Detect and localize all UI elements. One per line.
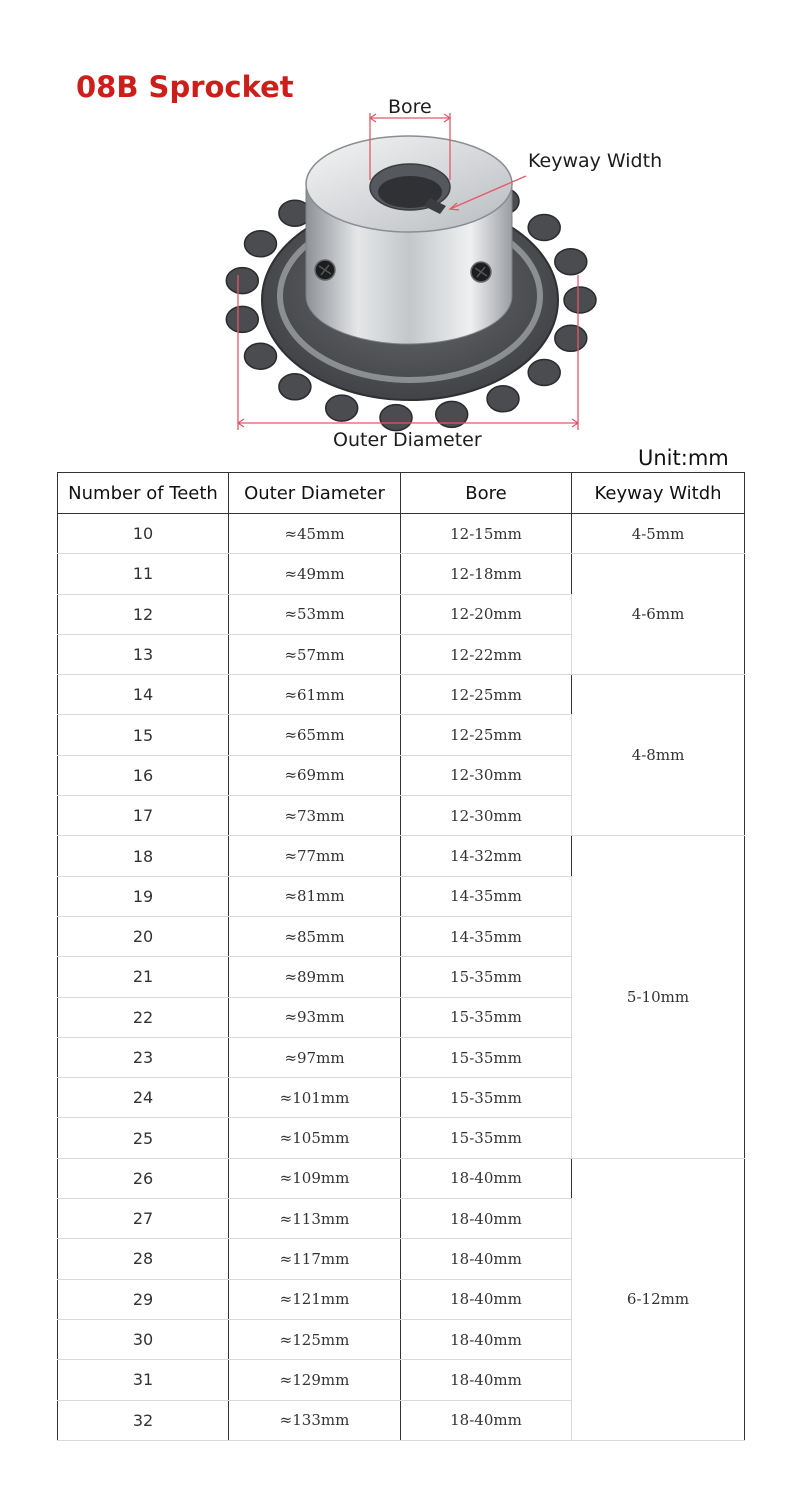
teeth-cell: 28	[58, 1239, 229, 1279]
sprocket-tooth	[226, 268, 258, 294]
teeth-cell: 17	[58, 796, 229, 836]
header-keyway-width: Keyway Witdh	[572, 473, 745, 514]
keyway-width-cell: 4-8mm	[572, 675, 745, 836]
bore-cell: 12-22mm	[401, 634, 572, 674]
teeth-cell: 18	[58, 836, 229, 876]
sprocket-tooth	[528, 215, 560, 241]
teeth-cell: 10	[58, 514, 229, 554]
teeth-cell: 31	[58, 1360, 229, 1400]
teeth-cell: 24	[58, 1078, 229, 1118]
bore-cell: 15-35mm	[401, 1118, 572, 1158]
outer-diameter-cell: ≈121mm	[229, 1279, 401, 1319]
teeth-cell: 13	[58, 634, 229, 674]
sprocket-tooth	[226, 306, 258, 332]
teeth-cell: 21	[58, 957, 229, 997]
outer-diameter-cell: ≈129mm	[229, 1360, 401, 1400]
bore-cell: 18-40mm	[401, 1239, 572, 1279]
outer-diameter-cell: ≈93mm	[229, 997, 401, 1037]
table-row	[58, 836, 745, 876]
teeth-cell: 16	[58, 755, 229, 795]
outer-diameter-cell: ≈113mm	[229, 1199, 401, 1239]
bore-cell: 12-25mm	[401, 675, 572, 715]
outer-diameter-label: Outer Diameter	[333, 429, 482, 451]
outer-diameter-cell: ≈69mm	[229, 755, 401, 795]
table-row	[58, 514, 745, 554]
teeth-cell: 25	[58, 1118, 229, 1158]
sprocket-tooth	[487, 386, 519, 412]
table-row	[58, 1158, 745, 1198]
teeth-cell: 26	[58, 1158, 229, 1198]
outer-diameter-cell: ≈49mm	[229, 554, 401, 594]
header-outer-diameter: Outer Diameter	[229, 473, 401, 514]
header-number-of-teeth: Number of Teeth	[58, 473, 229, 514]
table-header-row	[58, 473, 745, 514]
bore-cell: 12-25mm	[401, 715, 572, 755]
outer-diameter-cell: ≈101mm	[229, 1078, 401, 1118]
teeth-cell: 15	[58, 715, 229, 755]
bore-cell: 18-40mm	[401, 1319, 572, 1359]
bore-cell: 15-35mm	[401, 957, 572, 997]
bore-cell: 12-30mm	[401, 796, 572, 836]
outer-diameter-cell: ≈53mm	[229, 594, 401, 634]
outer-diameter-cell: ≈73mm	[229, 796, 401, 836]
teeth-cell: 27	[58, 1199, 229, 1239]
outer-diameter-cell: ≈57mm	[229, 634, 401, 674]
outer-diameter-cell: ≈97mm	[229, 1037, 401, 1077]
bore-cell: 14-35mm	[401, 876, 572, 916]
keyway-width-cell: 4-6mm	[572, 554, 745, 675]
sprocket-tooth	[380, 405, 412, 431]
page-title: 08B Sprocket	[76, 70, 294, 104]
keyway-width-cell: 5-10mm	[572, 836, 745, 1158]
outer-diameter-cell: ≈45mm	[229, 514, 401, 554]
sprocket-tooth	[245, 343, 277, 369]
bore-cell: 15-35mm	[401, 1078, 572, 1118]
teeth-cell: 30	[58, 1319, 229, 1359]
sprocket-tooth	[555, 249, 587, 275]
outer-diameter-cell: ≈133mm	[229, 1400, 401, 1440]
teeth-cell: 23	[58, 1037, 229, 1077]
teeth-cell: 22	[58, 997, 229, 1037]
outer-diameter-cell: ≈77mm	[229, 836, 401, 876]
outer-diameter-cell: ≈125mm	[229, 1319, 401, 1359]
outer-diameter-cell: ≈89mm	[229, 957, 401, 997]
sprocket-tooth	[528, 360, 560, 386]
unit-label: Unit:mm	[638, 446, 729, 470]
teeth-cell: 12	[58, 594, 229, 634]
outer-diameter-cell: ≈117mm	[229, 1239, 401, 1279]
outer-diameter-cell: ≈81mm	[229, 876, 401, 916]
table-row	[58, 554, 745, 594]
bore-cell: 12-30mm	[401, 755, 572, 795]
teeth-cell: 20	[58, 916, 229, 956]
bore-cell: 15-35mm	[401, 997, 572, 1037]
teeth-cell: 29	[58, 1279, 229, 1319]
teeth-cell: 32	[58, 1400, 229, 1440]
teeth-cell: 11	[58, 554, 229, 594]
bore-cell: 14-32mm	[401, 836, 572, 876]
header-bore: Bore	[401, 473, 572, 514]
bore-cell: 12-20mm	[401, 594, 572, 634]
outer-diameter-cell: ≈61mm	[229, 675, 401, 715]
sprocket-tooth	[326, 395, 358, 421]
bore-label: Bore	[388, 96, 432, 118]
bore-cell: 14-35mm	[401, 916, 572, 956]
outer-diameter-cell: ≈85mm	[229, 916, 401, 956]
bore-cell: 18-40mm	[401, 1400, 572, 1440]
sprocket-tooth	[245, 231, 277, 257]
sprocket-tooth	[279, 374, 311, 400]
outer-diameter-cell: ≈109mm	[229, 1158, 401, 1198]
sprocket-tooth	[555, 325, 587, 351]
bore-cell: 12-18mm	[401, 554, 572, 594]
table-row	[58, 675, 745, 715]
bore-cell: 15-35mm	[401, 1037, 572, 1077]
teeth-cell: 14	[58, 675, 229, 715]
bore-cell: 18-40mm	[401, 1199, 572, 1239]
sprocket-photo	[0, 0, 800, 470]
teeth-cell: 19	[58, 876, 229, 916]
outer-diameter-cell: ≈105mm	[229, 1118, 401, 1158]
bore-cell: 18-40mm	[401, 1360, 572, 1400]
bore-cell: 12-15mm	[401, 514, 572, 554]
spec-table	[57, 472, 745, 1441]
keyway-width-cell: 4-5mm	[572, 514, 745, 554]
sprocket-tooth	[564, 287, 596, 313]
bore-cell: 18-40mm	[401, 1158, 572, 1198]
keyway-width-label: Keyway Width	[528, 150, 663, 172]
keyway-width-cell: 6-12mm	[572, 1158, 745, 1440]
outer-diameter-cell: ≈65mm	[229, 715, 401, 755]
bore-cell: 18-40mm	[401, 1279, 572, 1319]
